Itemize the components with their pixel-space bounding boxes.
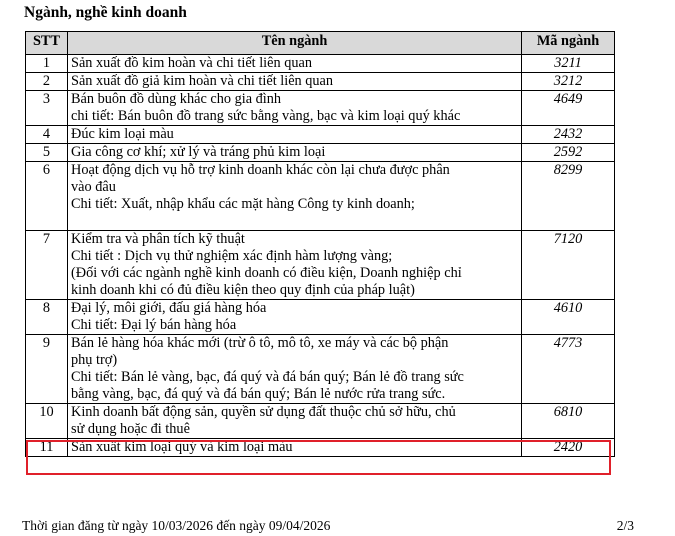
industry-name-line: phụ trợ)	[71, 352, 118, 368]
row-industry-name	[68, 91, 522, 126]
table-row	[26, 231, 615, 300]
table-row	[26, 162, 615, 231]
row-industry-code: 2420	[522, 439, 615, 457]
industry-name-line: Sản xuất đồ giả kim hoàn và chi tiết liên quan	[71, 73, 334, 89]
row-industry-code: 2432	[522, 126, 615, 144]
table-row	[26, 144, 615, 162]
row-industry-code: 6810	[522, 404, 615, 439]
row-industry-name	[68, 55, 522, 73]
row-industry-name	[68, 73, 522, 91]
industry-name-line: (Đối với các ngành nghề kinh doanh có điều kiện, Doanh nghiệp chỉ	[71, 265, 462, 281]
table-row	[26, 55, 615, 73]
column-header-stt: STT	[26, 32, 68, 55]
row-stt: 9	[26, 335, 68, 404]
row-industry-code: 3212	[522, 73, 615, 91]
row-industry-code: 4649	[522, 91, 615, 126]
row-industry-code: 7120	[522, 231, 615, 300]
table-row	[26, 91, 615, 126]
industry-name-line: Bán buôn đồ dùng khác cho gia đình	[71, 91, 282, 107]
posting-period-text: Thời gian đăng từ ngày 10/03/2026 đến ngày 09/04/2026	[22, 518, 331, 533]
industry-name-line: Sản xuất kim loại quý và kim loại màu	[71, 439, 293, 455]
row-stt: 10	[26, 404, 68, 439]
table-row	[26, 404, 615, 439]
industry-name-line: Đại lý, môi giới, đấu giá hàng hóa	[71, 300, 267, 316]
row-industry-name	[68, 231, 522, 300]
row-stt: 8	[26, 300, 68, 335]
row-stt: 4	[26, 126, 68, 144]
industry-name-line: Chi tiết : Dịch vụ thử nghiệm xác định hàm lượng vàng;	[71, 248, 393, 264]
industry-name-line: Sản xuất đồ kim hoàn và chi tiết liên quan	[71, 55, 313, 71]
column-header-name: Tên ngành	[68, 32, 522, 55]
row-stt: 1	[26, 55, 68, 73]
row-industry-name	[68, 126, 522, 144]
row-industry-code: 4610	[522, 300, 615, 335]
row-industry-code: 4773	[522, 335, 615, 404]
industry-name-line: Đúc kim loại màu	[71, 126, 174, 142]
row-stt: 6	[26, 162, 68, 231]
row-industry-name	[68, 162, 522, 231]
industry-name-line: bằng vàng, bạc, đá quý và đá bán quý; Bán lẻ nước rửa trang sức.	[71, 386, 446, 402]
industry-name-line: sử dụng hoặc đi thuê	[71, 421, 190, 437]
row-stt: 5	[26, 144, 68, 162]
row-stt: 7	[26, 231, 68, 300]
table-header-row	[26, 32, 615, 55]
industry-name-line: Kinh doanh bất động sản, quyền sử dụng đất thuộc chủ sở hữu, chủ	[71, 404, 456, 420]
industry-name-line: Gia công cơ khí; xử lý và tráng phủ kim loại	[71, 144, 326, 160]
row-industry-name	[68, 300, 522, 335]
industry-name-line: vào đâu	[71, 179, 116, 195]
industry-name-line: Chi tiết: Đại lý bán hàng hóa	[71, 317, 237, 333]
row-stt: 11	[26, 439, 68, 457]
industry-name-line: Chi tiết: Xuất, nhập khẩu các mặt hàng Công ty kinh doanh;	[71, 196, 415, 212]
table-row	[26, 335, 615, 404]
section-heading: Ngành, nghề kinh doanh	[24, 4, 187, 21]
row-industry-code: 3211	[522, 55, 615, 73]
table-row	[26, 73, 615, 91]
industry-name-line: Kiểm tra và phân tích kỹ thuật	[71, 231, 245, 247]
row-stt: 2	[26, 73, 68, 91]
industry-name-line: kinh doanh khi có đủ điều kiện theo quy định của pháp luật)	[71, 282, 415, 298]
row-industry-name	[68, 404, 522, 439]
table-body	[26, 55, 615, 457]
highlight-box-row-10	[26, 440, 611, 475]
row-industry-name	[68, 335, 522, 404]
row-industry-code: 8299	[522, 162, 615, 231]
row-industry-code: 2592	[522, 144, 615, 162]
industry-name-line: Bán lẻ hàng hóa khác mới (trừ ô tô, mô tô, xe máy và các bộ phận	[71, 335, 449, 351]
page-number: 2/3	[616, 518, 634, 533]
industry-name-line: Chi tiết: Bán lẻ vàng, bạc, đá quý và đá bán quý; Bán lẻ đồ trang sức	[71, 369, 464, 385]
table-row	[26, 126, 615, 144]
table-row	[26, 300, 615, 335]
row-stt: 3	[26, 91, 68, 126]
business-lines-table	[25, 31, 615, 457]
industry-name-line	[71, 213, 518, 230]
column-header-code: Mã ngành	[522, 32, 615, 55]
industry-name-line: Hoạt động dịch vụ hỗ trợ kinh doanh khác còn lại chưa được phân	[71, 162, 450, 178]
row-industry-name	[68, 144, 522, 162]
industry-name-line: chi tiết: Bán buôn đồ trang sức bằng vàng, bạc và kim loại quý khác	[71, 108, 461, 124]
